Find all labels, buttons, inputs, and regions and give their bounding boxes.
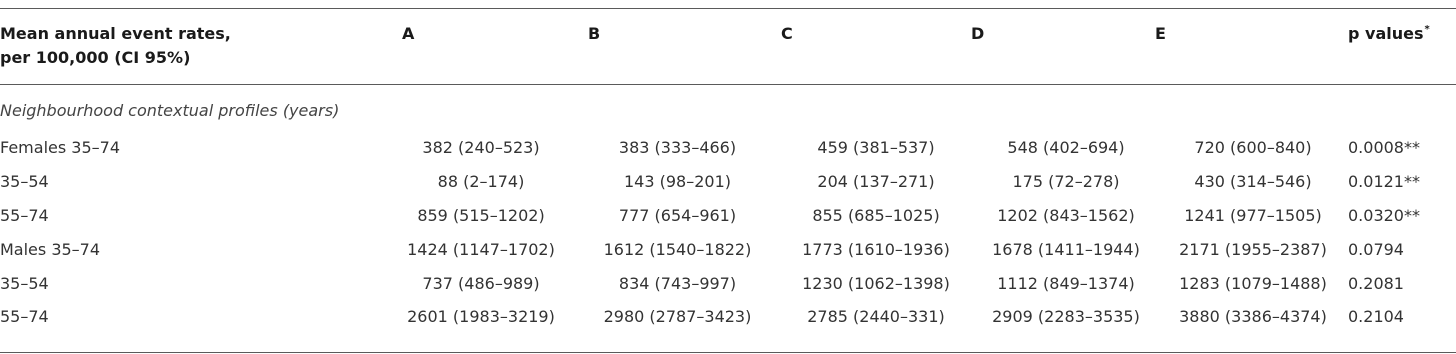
cell-p-value: 0.2104 <box>1348 307 1404 326</box>
cell-b: 1612 (1540–1822) <box>603 240 752 259</box>
cell-b: 834 (743–997) <box>618 274 737 293</box>
cell-b: 143 (98–201) <box>623 172 731 191</box>
header-c: C <box>781 24 793 43</box>
row-label: 55–74 <box>0 206 49 225</box>
cell-b: 2980 (2787–3423) <box>603 307 752 326</box>
cell-e: 430 (314–546) <box>1194 172 1312 191</box>
table-bottom-rule <box>0 352 1456 353</box>
cell-b: 777 (654–961) <box>618 206 737 225</box>
header-a: A <box>402 24 415 43</box>
table-row <box>0 239 1456 261</box>
header-e: E <box>1155 24 1166 43</box>
table-top-rule <box>0 8 1456 9</box>
section-title: Neighbourhood contextual profiles (years) <box>0 101 340 120</box>
cell-p-value: 0.0794 <box>1348 240 1404 259</box>
cell-d: 1202 (843–1562) <box>997 206 1135 225</box>
cell-p-value: 0.0121** <box>1348 172 1420 191</box>
header-d: D <box>971 24 985 43</box>
cell-c: 2785 (2440–331) <box>807 307 945 326</box>
cell-p-value: 0.0008** <box>1348 138 1420 157</box>
cell-a: 88 (2–174) <box>437 172 525 191</box>
cell-d: 548 (402–694) <box>1007 138 1125 157</box>
cell-c: 855 (685–1025) <box>812 206 940 225</box>
cell-a: 382 (240–523) <box>422 138 540 157</box>
cell-c: 459 (381–537) <box>817 138 935 157</box>
cell-e: 1283 (1079–1488) <box>1179 274 1327 293</box>
table-row <box>0 137 1456 159</box>
header-label-line1: Mean annual event rates, <box>0 24 231 43</box>
cell-c: 204 (137–271) <box>817 172 935 191</box>
header-p-footnote-mark: * <box>1424 24 1430 35</box>
header-p-label: p values <box>1348 24 1424 43</box>
cell-a: 2601 (1983–3219) <box>407 307 555 326</box>
header-p-values <box>1348 22 1430 46</box>
cell-c: 1230 (1062–1398) <box>802 274 950 293</box>
cell-e: 720 (600–840) <box>1194 138 1312 157</box>
cell-p-value: 0.0320** <box>1348 206 1420 225</box>
cell-c: 1773 (1610–1936) <box>802 240 950 259</box>
row-label: 55–74 <box>0 307 49 326</box>
cell-a: 859 (515–1202) <box>417 206 545 225</box>
row-label: 35–54 <box>0 274 49 293</box>
cell-p-value: 0.2081 <box>1348 274 1404 293</box>
cell-e: 3880 (3386–4374) <box>1179 307 1327 326</box>
cell-e: 2171 (1955–2387) <box>1179 240 1327 259</box>
header-rule <box>0 84 1456 85</box>
cell-e: 1241 (977–1505) <box>1184 206 1322 225</box>
header-label <box>0 22 300 70</box>
table-row <box>0 273 1456 295</box>
table-row <box>0 306 1456 328</box>
table-row <box>0 205 1456 227</box>
cell-b: 383 (333–466) <box>618 138 737 157</box>
cell-a: 1424 (1147–1702) <box>407 240 555 259</box>
cell-d: 1678 (1411–1944) <box>992 240 1140 259</box>
row-label: 35–54 <box>0 172 49 191</box>
header-label-line2: per 100,000 (CI 95%) <box>0 48 191 67</box>
header-b: B <box>588 24 601 43</box>
row-label: Females 35–74 <box>0 138 120 157</box>
cell-a: 737 (486–989) <box>422 274 540 293</box>
table-row <box>0 171 1456 193</box>
row-label: Males 35–74 <box>0 240 101 259</box>
cell-d: 2909 (2283–3535) <box>992 307 1140 326</box>
cell-d: 1112 (849–1374) <box>997 274 1135 293</box>
cell-d: 175 (72–278) <box>1012 172 1120 191</box>
